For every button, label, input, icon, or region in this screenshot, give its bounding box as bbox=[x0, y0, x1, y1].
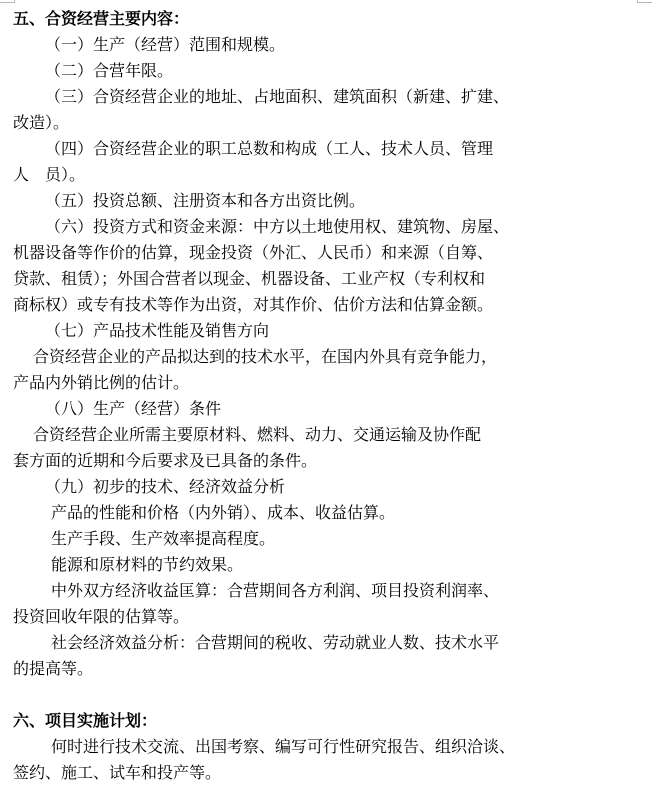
paragraph-line: 社会经济效益分析：合营期间的税收、劳动就业人数、技术水平 bbox=[51, 633, 500, 652]
paragraph-line: 合资经营企业的产品拟达到的技术水平，在国内外具有竞争能力， bbox=[33, 347, 498, 366]
page-corner-mark-left bbox=[0, 0, 15, 3]
paragraph-line: （七）产品技术性能及销售方向 bbox=[45, 321, 270, 340]
paragraph-line: 合资经营企业所需主要原材料、燃料、动力、交通运输及协作配 bbox=[33, 425, 482, 444]
paragraph-line: 生产手段、生产效率提高程度。 bbox=[51, 529, 276, 548]
section-5-heading: 五、合资经营主要内容： bbox=[13, 9, 190, 28]
paragraph-line: 的提高等。 bbox=[13, 659, 94, 678]
paragraph-line: （六）投资方式和资金来源：中方以土地使用权、建筑物、房屋、 bbox=[45, 217, 510, 236]
paragraph-line: （八）生产（经营）条件 bbox=[45, 399, 222, 418]
paragraph-line: （四）合资经营企业的职工总数和构成（工人、技术人员、管理 bbox=[45, 139, 494, 158]
paragraph-line: （九）初步的技术、经济效益分析 bbox=[45, 477, 286, 496]
paragraph-line: （二）合营年限。 bbox=[45, 61, 174, 80]
paragraph-line: 贷款、租赁）；外国合营者以现金、机器设备、工业产权（专利权和 bbox=[13, 269, 486, 288]
paragraph-line: （三）合资经营企业的地址、占地面积、建筑面积（新建、扩建、 bbox=[45, 87, 510, 106]
paragraph-line: 产品的性能和价格（内外销）、成本、收益估算。 bbox=[51, 503, 396, 522]
paragraph-line: 能源和原材料的节约效果。 bbox=[51, 555, 244, 574]
paragraph-line: （一）生产（经营）范围和规模。 bbox=[45, 35, 286, 54]
paragraph-line: 投资回收年限的估算等。 bbox=[13, 607, 190, 626]
paragraph-line: 改造）。 bbox=[13, 113, 70, 132]
paragraph-line: （五）投资总额、注册资本和各方出资比例。 bbox=[45, 191, 366, 210]
paragraph-line: 签约、施工、试车和投产等。 bbox=[13, 763, 222, 782]
paragraph-line: 商标权）或专有技术等作为出资，对其作价、估价方法和估算金额。 bbox=[13, 295, 494, 314]
page-corner-mark-right bbox=[637, 0, 652, 3]
paragraph-line: 中外双方经济收益匡算：合营期间各方利润、项目投资利润率、 bbox=[51, 581, 500, 600]
paragraph-line: 人 员）。 bbox=[13, 165, 86, 184]
paragraph-line: 机器设备等作价的估算，现金投资（外汇、人民币）和来源（自筹、 bbox=[13, 243, 494, 262]
section-spacer bbox=[13, 682, 593, 708]
paragraph-line: 何时进行技术交流、出国考察、编写可行性研究报告、组织洽谈、 bbox=[51, 737, 516, 756]
paragraph-line: 套方面的近期和今后要求及已具备的条件。 bbox=[13, 451, 318, 470]
document-body bbox=[13, 6, 593, 786]
paragraph-line: 产品内外销比例的估计。 bbox=[13, 373, 190, 392]
section-6-heading: 六、项目实施计划： bbox=[13, 711, 158, 730]
